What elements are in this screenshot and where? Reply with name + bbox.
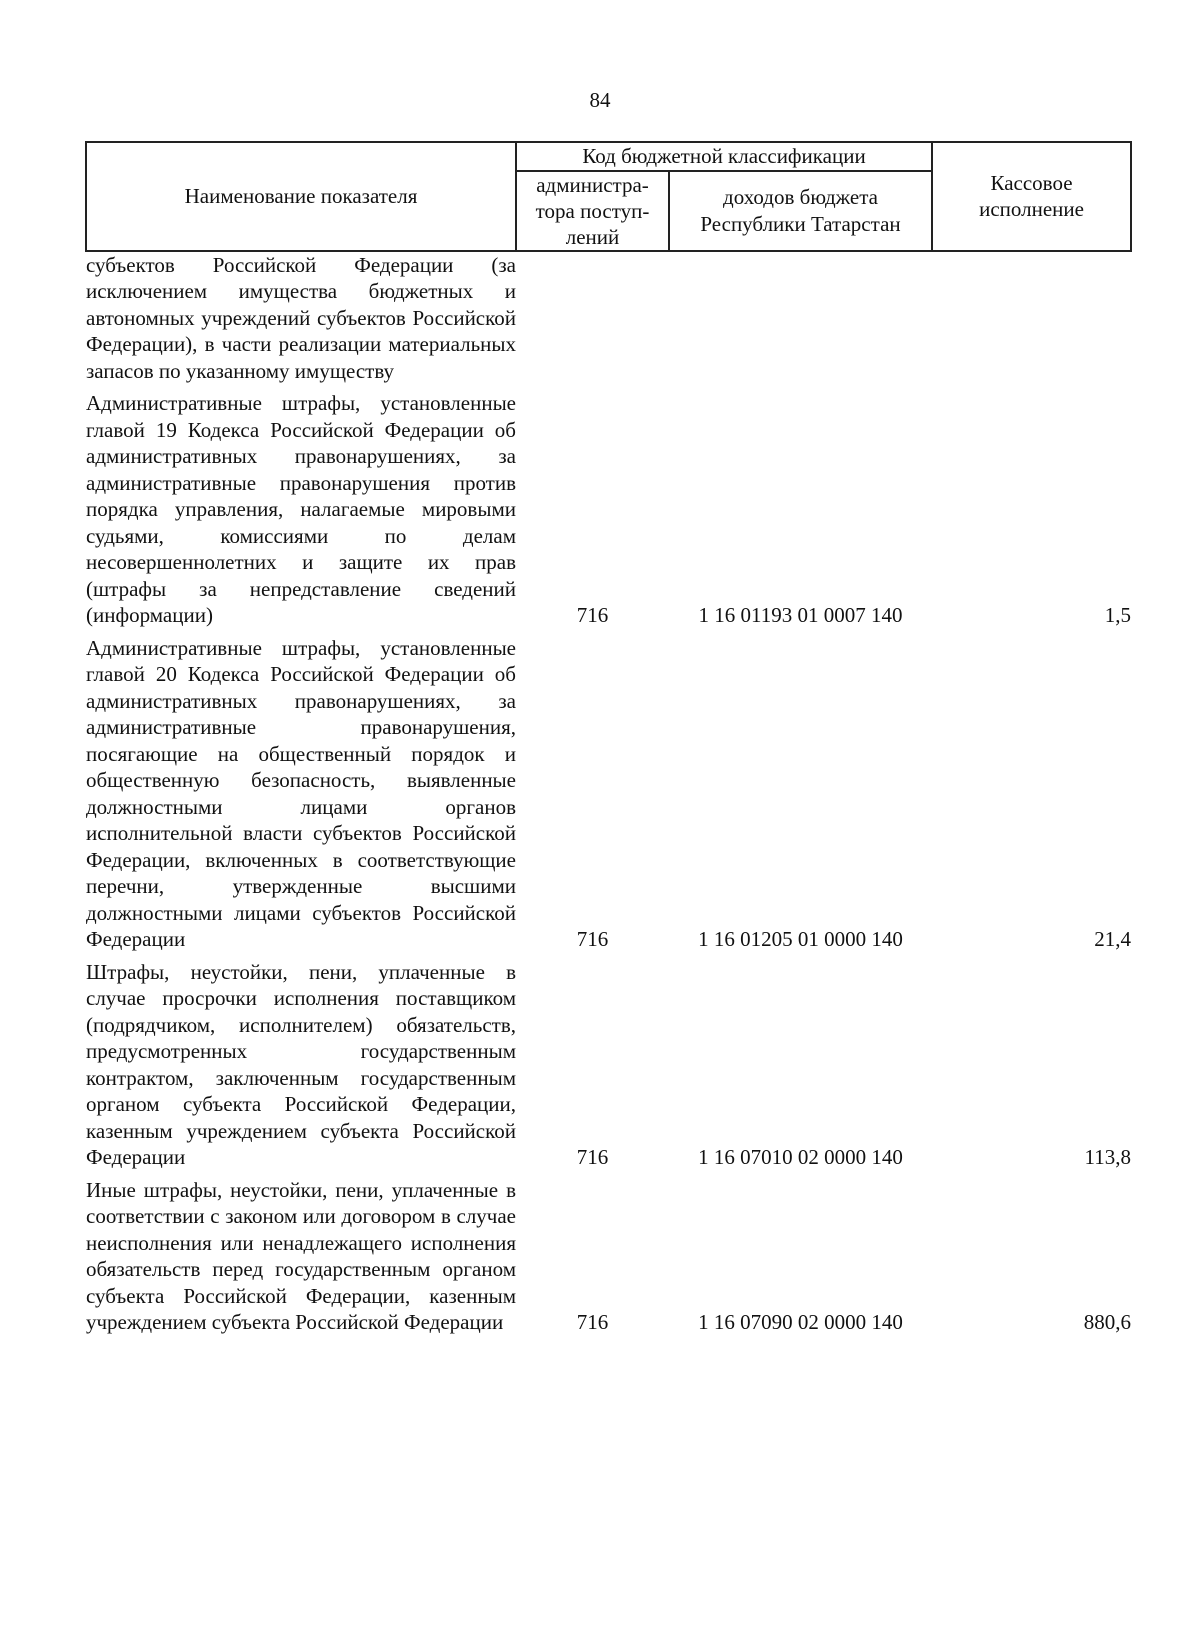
table-row [86,390,1131,635]
row-name: субъектов Российской Федерации (за исключением имущества бюджетных и автономных учреждений субъектов Российской Федерации), в части реализации материальных запасов по указанному имуществу [86,252,516,383]
row-income-code: 1 16 07090 02 0000 140 [698,1310,903,1334]
row-admin-code: 716 [576,1310,609,1334]
row-income-code: 1 16 01205 01 0000 140 [698,927,903,951]
table-body [86,251,1131,1342]
row-admin-code: 716 [576,1145,609,1169]
row-name: Административные штрафы, установленные главой 20 Кодекса Российской Федерации об административных правонарушениях, за административные правонарушения, посягающие на общественный порядок и общественную безопасность, выявленные должностными лицами органов исполнительной власти субъектов Российской Федерации, включенных в соответствующие перечни, утвержденные высшими должностными лицами субъектов Российской Федерации [86,635,516,951]
header-amount: Кассовое исполнение [932,142,1131,251]
row-admin-code [516,251,669,391]
table-row [86,635,1131,959]
page-number: 84 [589,88,611,112]
header-name: Наименование показателя [86,142,516,251]
table-row [86,251,1131,391]
table-header [86,142,1131,251]
row-name: Штрафы, неустойки, пени, уплаченные в случае просрочки исполнения поставщиком (подрядчиком, исполнителем) обязательств, предусмотренных государственным контрактом, заключенным государственным органом субъекта Российской Федерации, казенным учреждением субъекта Российской Федерации [86,959,516,1169]
header-admin-code: администра- тора поступ- лений [516,171,669,251]
table-row [86,959,1131,1177]
row-income-code [669,251,932,391]
budget-table [85,141,1132,1342]
table-row [86,1177,1131,1342]
header-income-code: доходов бюджета Республики Татарстан [669,171,932,251]
row-amount: 21,4 [1094,927,1132,951]
row-income-code: 1 16 07010 02 0000 140 [698,1145,903,1169]
row-name: Иные штрафы, неустойки, пени, уплаченные в соответствии с законом или договором в случае неисполнения или ненадлежащего исполнения обязательств перед государственным органом субъекта Российской Федерации, казенным учреждением субъекта Российской Федерации [86,1177,516,1334]
row-income-code: 1 16 01193 01 0007 140 [698,603,903,627]
row-amount: 1,5 [1104,603,1132,627]
row-name: Административные штрафы, установленные главой 19 Кодекса Российской Федерации об административных правонарушениях, за административные правонарушения против порядка управления, налагаемые мировыми судьями, комиссиями по делам несовершеннолетних и защите их прав (штрафы за непредставление сведений (информации) [86,391,516,627]
row-admin-code: 716 [576,927,609,951]
row-amount: 113,8 [1084,1145,1132,1169]
row-admin-code: 716 [576,603,609,627]
row-amount: 880,6 [1083,1310,1132,1334]
row-amount [932,251,1131,391]
header-classification-group: Код бюджетной классификации [516,142,932,171]
